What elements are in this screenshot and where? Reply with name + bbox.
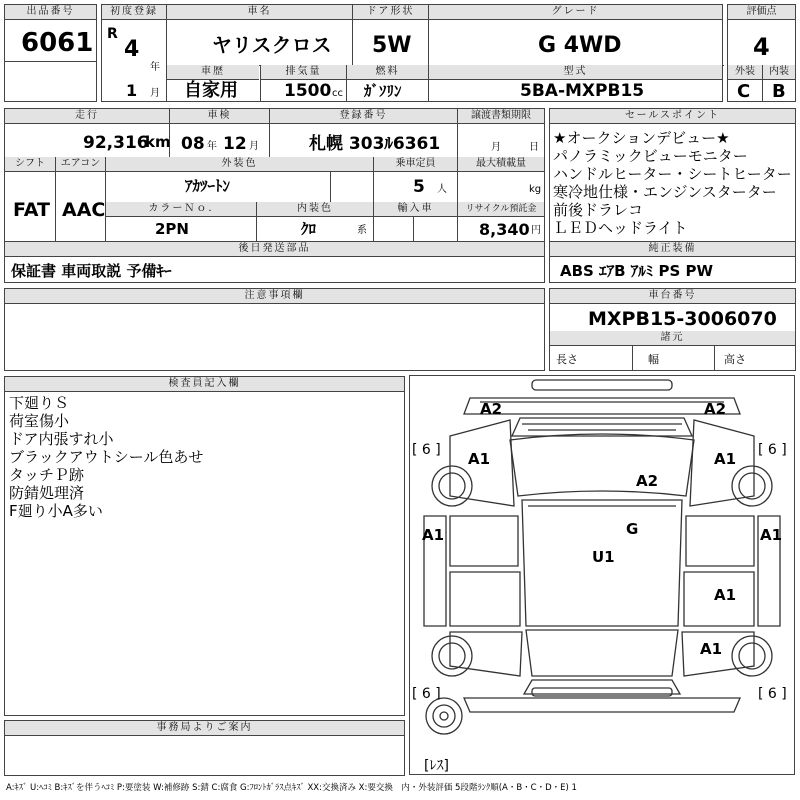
capacity-unit: 人 bbox=[437, 184, 447, 195]
office-box bbox=[4, 720, 405, 776]
damage-mark: A2 bbox=[704, 400, 727, 418]
equipment-label: 純正装備 bbox=[550, 242, 795, 257]
tire-depth: [ 6 ] bbox=[412, 686, 441, 702]
transfer-month-unit: 月 bbox=[491, 142, 501, 153]
transfer-day-unit: 日 bbox=[529, 142, 539, 153]
damage-mark: A1 bbox=[468, 450, 491, 468]
door-label: ドア形状 bbox=[352, 5, 428, 20]
shift-label: シフト bbox=[5, 157, 55, 172]
selling-point: ハンドルヒーター・シートヒーター bbox=[553, 165, 792, 183]
inspector-label: 検査員記入欄 bbox=[5, 377, 404, 392]
fuel: ｶﾞｿﾘﾝ bbox=[364, 82, 402, 100]
spare-tire-label: [ﾚｽ] bbox=[424, 758, 449, 774]
height-label: 高さ bbox=[724, 353, 746, 366]
score-label: 評価点 bbox=[728, 5, 795, 20]
equipment: ABS ｴｱB ｱﾙﾐ PS PW bbox=[560, 262, 714, 280]
exterior-color: ｱｶﾂｰﾄﾝ bbox=[185, 177, 231, 195]
damage-mark: G bbox=[626, 520, 639, 538]
selling-point: 寒冷地仕様・エンジンスターター bbox=[553, 183, 777, 201]
interior-color: ｸﾛ bbox=[301, 220, 317, 238]
insp-year-unit: 年 bbox=[207, 141, 217, 152]
history-label: 車歴 bbox=[167, 65, 259, 80]
damage-mark: A2 bbox=[636, 472, 659, 490]
inspector-note: タッチＰ跡 bbox=[9, 466, 85, 484]
ext-color-label: 外装色 bbox=[105, 157, 373, 172]
inspector-box bbox=[4, 376, 405, 716]
int-color-unit: 系 bbox=[357, 225, 367, 236]
selling-point: 前後ドラレコ bbox=[553, 201, 644, 219]
selling-points-box bbox=[549, 108, 796, 242]
recycle-label: リサイクル預託金 bbox=[457, 202, 544, 217]
damage-mark: A2 bbox=[480, 400, 503, 418]
notes-label: 注意事項欄 bbox=[5, 289, 544, 304]
door-type: 5W bbox=[372, 33, 412, 58]
aircon: AAC bbox=[62, 199, 106, 221]
km-unit: km bbox=[145, 133, 171, 151]
lot-label: 出品番号 bbox=[5, 5, 96, 20]
header-main bbox=[101, 4, 723, 102]
inspection-month: 12 bbox=[223, 134, 247, 154]
inspector-note: 荷室傷小 bbox=[9, 412, 70, 430]
shift: FAT bbox=[13, 199, 50, 221]
aircon-label: エアコン bbox=[55, 157, 105, 172]
capacity-label: 乗車定員 bbox=[373, 157, 457, 172]
damage-mark: A1 bbox=[760, 526, 783, 544]
damage-mark: A1 bbox=[422, 526, 445, 544]
cc-unit: cc bbox=[332, 88, 343, 99]
max-load-unit: kg bbox=[529, 184, 542, 195]
yen-unit: 円 bbox=[531, 225, 541, 236]
car-name: ヤリスクロス bbox=[212, 33, 332, 57]
chassis-label: 車台番号 bbox=[550, 289, 795, 304]
max-load-label: 最大積載量 bbox=[457, 157, 544, 172]
displacement-label: 排気量 bbox=[260, 65, 346, 80]
chassis-number: MXPB15-3006070 bbox=[588, 308, 777, 330]
tire-depth: [ 6 ] bbox=[758, 686, 787, 702]
equipment-box bbox=[549, 241, 796, 283]
selling-point: パノラミックビューモニター bbox=[553, 147, 748, 165]
notes-box bbox=[4, 288, 545, 371]
insp-month-unit: 月 bbox=[249, 141, 259, 152]
transfer-label: 譲渡書類期限 bbox=[457, 109, 544, 124]
chassis-box bbox=[549, 288, 796, 371]
era: R bbox=[107, 26, 118, 42]
damage-diagram bbox=[409, 375, 795, 775]
details-grid bbox=[4, 108, 545, 242]
length-label: 長さ bbox=[556, 353, 578, 366]
score: 4 bbox=[753, 33, 770, 61]
selling-point: ★オークションデビュー★ bbox=[553, 129, 730, 147]
exterior-label: 外装 bbox=[728, 65, 762, 80]
accessories-label: 後日発送部品 bbox=[5, 242, 544, 257]
first-reg-year: 4 bbox=[124, 37, 140, 62]
first-reg-label: 初度登録 bbox=[102, 5, 166, 20]
inspector-note: ブラックアウトシール色あせ bbox=[9, 448, 204, 466]
lot-box bbox=[4, 4, 97, 102]
int-color-label: 内装色 bbox=[256, 202, 373, 217]
grade: G 4WD bbox=[538, 33, 622, 58]
score-box bbox=[727, 4, 796, 102]
damage-mark: A1 bbox=[700, 640, 723, 658]
month-unit: 月 bbox=[150, 88, 160, 99]
recycle-deposit: 8,340 bbox=[479, 220, 530, 239]
inspection-label: 車検 bbox=[169, 109, 269, 124]
interior-grade: B bbox=[772, 81, 786, 102]
year-unit: 年 bbox=[150, 62, 160, 73]
inspection-year: 08 bbox=[181, 134, 205, 154]
selling-point: ＬＥＤヘッドライト bbox=[553, 219, 688, 237]
fuel-label: 燃料 bbox=[346, 65, 428, 80]
width-label: 幅 bbox=[648, 353, 659, 366]
import-label: 輸入車 bbox=[373, 202, 457, 217]
accessories: 保証書 車両取説 予備ｷｰ bbox=[11, 262, 172, 280]
model-label: 型式 bbox=[428, 65, 722, 80]
office-label: 事務局よりご案内 bbox=[5, 721, 404, 736]
inspector-note: F廻り小A多い bbox=[9, 502, 103, 520]
tire-depth: [ 6 ] bbox=[412, 442, 441, 458]
damage-mark: U1 bbox=[592, 548, 615, 566]
mileage-label: 走行 bbox=[5, 109, 169, 124]
inspector-note: ドア内張すれ小 bbox=[9, 430, 114, 448]
damage-mark: A1 bbox=[714, 450, 737, 468]
color-number: 2PN bbox=[155, 220, 189, 238]
grade-label: グレード bbox=[428, 5, 722, 20]
plate-label: 登録番号 bbox=[269, 109, 457, 124]
tire-depth: [ 6 ] bbox=[758, 442, 787, 458]
inspector-note: 防錆処理済 bbox=[9, 484, 85, 502]
color-no-label: カラーＮｏ. bbox=[106, 202, 256, 217]
first-reg-month: 1 bbox=[126, 81, 138, 100]
plate-number: 札幌 303ﾙ6361 bbox=[309, 134, 441, 154]
selling-points-label: セールスポイント bbox=[550, 109, 795, 124]
damage-mark: A1 bbox=[714, 586, 737, 604]
legend: A:ｷｽﾞ U:ﾍｺﾐ B:ｷｽﾞを伴うﾍｺﾐ P:要塗装 W:補修跡 S:錆 C:腐食 G:ﾌﾛﾝﾄｶﾞﾗｽ点ｷｽﾞ XX:交換済み X:要交換 内・外装評価 5段階ﾗﾝｸ順(A・B・C・D・E) 1 bbox=[6, 783, 577, 793]
car-name-label: 車名 bbox=[166, 5, 352, 20]
interior-label: 内装 bbox=[762, 65, 795, 80]
inspector-note: 下廻りＳ bbox=[9, 394, 70, 412]
displacement: 1500 bbox=[284, 81, 332, 101]
mileage: 92,316 bbox=[83, 133, 149, 153]
lot-number: 6061 bbox=[21, 28, 94, 58]
exterior-grade: C bbox=[737, 81, 751, 102]
capacity: 5 bbox=[413, 177, 425, 197]
model: 5BA-MXPB15 bbox=[520, 81, 645, 101]
dims-label: 諸元 bbox=[550, 331, 795, 346]
accessories-box bbox=[4, 241, 545, 283]
history: 自家用 bbox=[184, 80, 238, 101]
